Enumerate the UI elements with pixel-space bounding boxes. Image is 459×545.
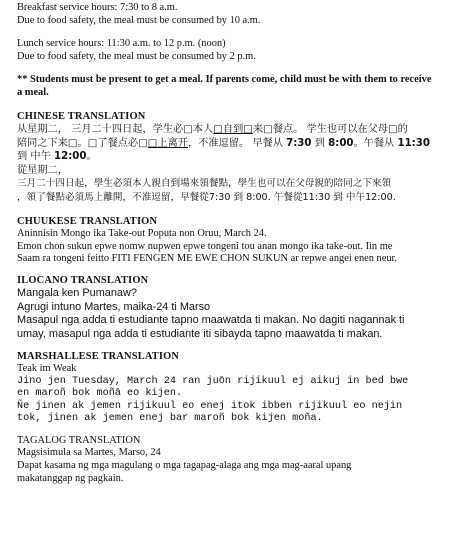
marshallese-line-4: Ñe jinen ak jemen rijikuul eo enej itok ibben rijikuul eo nejin [17,400,403,412]
time-value: 8:00 [328,137,354,149]
tagalog-line-1: Magsisimula sa Martes, Marso, 24 [17,447,161,459]
text-segment: 陪同之下来□。□了餐点必□ [17,137,148,149]
underlined-segment: □自到□ [213,123,253,135]
presence-notice: ** Students must be present to get a meal. If parents come, child must be with them to receive a meal. [17,74,432,98]
breakfast-consume-note: Due to food safety, the meal must be consumed by 10 a.m. [17,14,261,26]
ilocano-heading: ILOCANO TRANSLATION [17,274,149,286]
ilocano-section [17,275,445,342]
ilocano-line-1: Mangala ken Pumanaw? [17,287,137,300]
chuukese-line-3: Saam ra tongeni feitto FITI FENGEN ME EWE CHON SUKUN ar repwe angei enen neur. [17,253,398,265]
marshallese-line-3: en maroñ bok moñā eo kijen. [17,388,183,400]
chinese-section [17,111,445,205]
tagalog-line-2: Dapat kasama ng mga magulang o mga tagapag-alaga ang mga mag-aaral upang [17,460,352,472]
marshallese-heading: MARSHALLESE TRANSLATION [17,350,180,362]
ilocano-line-2: Agrugi intuno Martes, maika-24 ti Marso [17,300,211,313]
lunch-section [17,38,445,63]
lunch-hours: Lunch service hours: 11:30 a.m. to 12 p.m. (noon) [17,38,226,50]
chuukese-heading: CHUUKESE TRANSLATION [17,215,158,227]
time-value: 12:00 [54,151,87,163]
chinese-simplified-line-1 [17,123,445,137]
marshallese-line-2: Jino jen Tuesday, March 24 ran juōn rijikuul ej aikuj in bed bwe [17,375,409,387]
text-segment: 。 [86,151,97,163]
text-segment: 到 中午 [17,151,55,163]
chinese-traditional-line-0: 從星期二， [17,164,68,176]
text-segment: 从星期二， 三月二十四日起，学生必□本人 [17,123,214,135]
chinese-traditional-line-1: 三月二十四日起，學生必須本人親自到場來領餐點，學生也可以在父母親的陪同之下來領 [17,178,392,190]
tagalog-heading: TAGALOG TRANSLATION [17,434,141,446]
tagalog-line-3: makatanggap ng pagkain. [17,472,124,484]
chinese-traditional-line-2: ，領了餐點必須馬上離開，不准逗留，早餐從7:30 到 8:00. 午餐從11:30 到 中午12:00. [17,191,396,203]
time-value: 7:30 [286,137,312,149]
breakfast-hours: Breakfast service hours: 7:30 to 8 a.m. [17,2,178,13]
marshallese-line-1: Teak im Weak [17,362,77,374]
ilocano-line-3: Masapul nga adda ti estudiante tapno maawatda ti makan. No dagiti nagannak ti [17,314,405,327]
ilocano-line-4: umay, masapul nga adda ti estudiante iti sibayda tapno maawatda ti makan. [17,327,383,340]
text-segment: 到 [311,137,329,149]
lunch-consume-note: Due to food safety, the meal must be consumed by 2 p.m. [17,50,256,62]
breakfast-section [17,2,445,27]
chuukese-line-1: Aninnisin Mongo ika Take-out Poputa non Oruu, March 24. [17,227,267,239]
chinese-simplified-line-3 [17,150,445,164]
tagalog-section [17,435,445,485]
time-value: 11:30 [397,137,430,149]
text-segment: ，不准逗留。 早餐从 [187,137,287,149]
underlined-segment: □上离开 [147,137,188,149]
chinese-simplified-line-2 [17,137,445,151]
text-segment: 来□餐点。 学生也可以在父母□的 [252,123,408,135]
marshallese-section [17,351,445,426]
chuukese-section [17,216,445,266]
text-segment: 。午餐从 [353,137,398,149]
chinese-heading: CHINESE TRANSLATION [17,110,146,122]
chuukese-line-2: Emon chon sukun epwe nomw nupwen epwe tongeni tou anan mongo ika take-out. Iin me [17,240,393,252]
marshallese-line-5: tok, jinen ak jemen enej bar maroñ bok kijen moña. [17,413,323,425]
